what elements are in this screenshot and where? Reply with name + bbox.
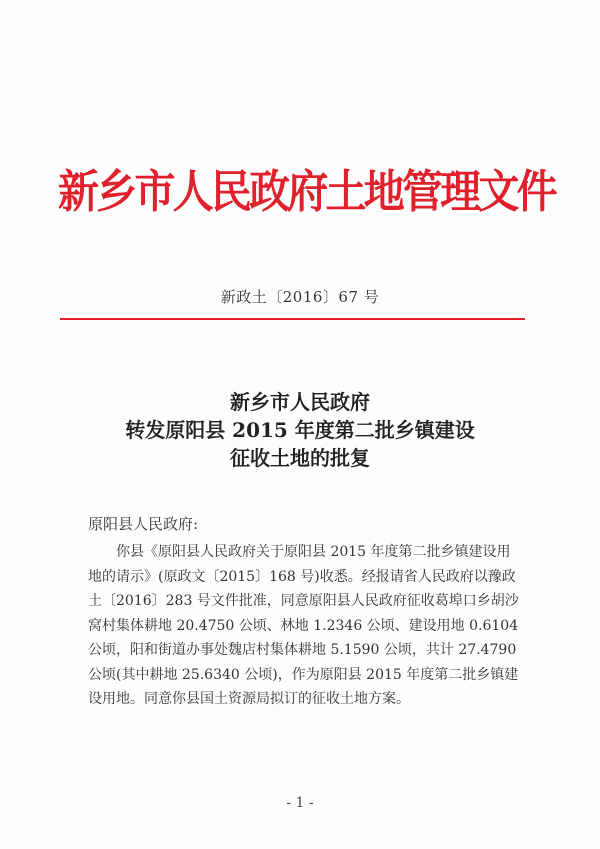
salutation: 原阳县人民政府: (88, 515, 199, 533)
document-header-title: 新乡市人民政府土地管理文件 (58, 165, 555, 218)
title-line-3: 征收土地的批复 (230, 446, 370, 470)
body-text (88, 540, 520, 712)
document-title (0, 388, 600, 472)
page-number: - 1 - (286, 795, 314, 811)
document-number: 新政土〔2016〕67 号 (220, 288, 380, 306)
title-line-1: 新乡市人民政府 (230, 390, 370, 414)
header-divider (60, 318, 525, 320)
body-paragraph: 你县《原阳县人民政府关于原阳县 2015 年度第二批乡镇建设用地的请示》(原政文〔2015〕168 号)收悉。经报请省人民政府以豫政土〔2016〕283 号文件批准，同意原阳县人民政府征收葛埠口乡胡沙窝村集体耕地 20.4750 公顷、林地 1.2346 公顷、建设用地 0.6104 公顷，阳和街道办事处魏店村集体耕地 5.1590 公顷，共计 27.4790 公顷(其中耕地 25.6340 公顷)，作为原阳县 2015 年度第二批乡镇建设用地。同意你县国土资源局拟订的征收土地方案。 (88, 544, 519, 707)
title-line-2: 转发原阳县 2015 年度第二批乡镇建设 (125, 418, 475, 442)
